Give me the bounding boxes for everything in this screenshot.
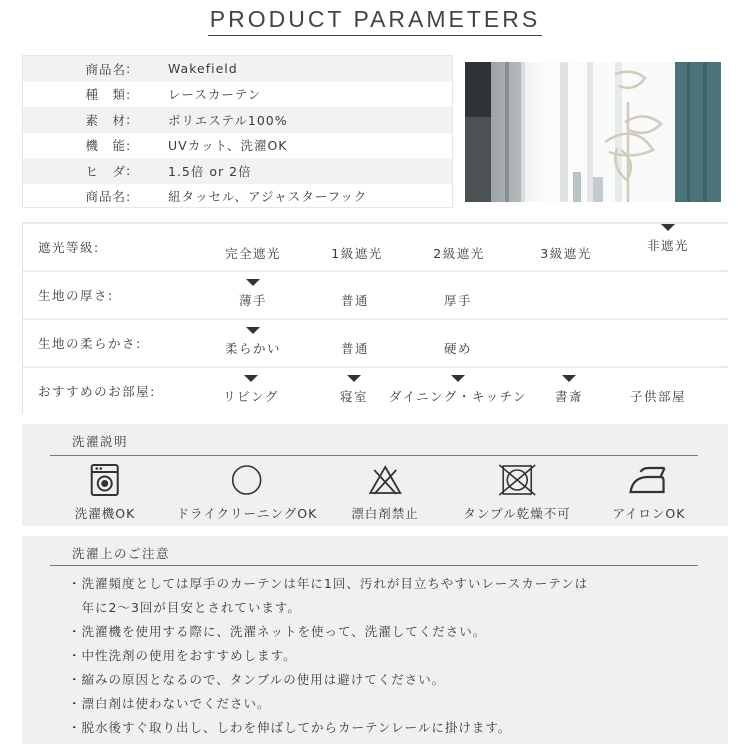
spec-colon: : (126, 86, 132, 102)
wash-instructions (22, 424, 728, 526)
selected-marker-icon (347, 375, 361, 382)
note-line: ・洗濯機を使用する際に、洗濯ネットを使って、洗濯してください。 (68, 624, 487, 639)
spec-colon: : (126, 112, 132, 128)
washing-machine-icon (90, 464, 120, 496)
scale-track (183, 272, 729, 318)
spec-label: 種 類 (85, 87, 126, 103)
scale-option: 子供部屋 (629, 389, 687, 404)
scale-track (183, 224, 729, 270)
curtain-illustration (465, 62, 721, 202)
spec-label: 商品名 (85, 61, 126, 77)
note-line: ・中性洗剤の使用をおすすめします。 (68, 648, 297, 663)
wash-item (613, 464, 686, 522)
selected-marker-icon (562, 375, 576, 382)
spec-colon: : (126, 61, 132, 77)
scale-label: 遮光等級: (23, 224, 183, 270)
no-bleach-icon (368, 464, 402, 496)
scale-row-thickness (23, 272, 729, 318)
note-line: ・漂白剤は使わないでください。 (68, 696, 271, 711)
wash-title: 洗濯説明 (72, 434, 129, 449)
wash-item-label: 洗濯機OK (74, 506, 136, 521)
wash-item-label: タンブル乾燥不可 (463, 506, 571, 521)
note-line: ・洗濯頻度としては厚手のカーテンは年に1回、汚れが目立ちやすいレースカーテンは (68, 576, 589, 591)
spec-colon: : (126, 163, 132, 179)
wash-item (463, 464, 571, 522)
scale-option: 薄手 (238, 293, 268, 308)
divider (50, 455, 698, 456)
spec-value: レースカーテン (168, 87, 262, 103)
product-photo (465, 62, 721, 202)
selected-marker-icon (244, 375, 258, 382)
scale-option: 書斎 (554, 389, 584, 404)
scale-track (183, 320, 729, 366)
spec-value: UVカット、洗濯OK (168, 138, 288, 154)
scale-option: 硬め (443, 341, 473, 356)
wash-item (177, 464, 318, 522)
spec-value: Wakefield (168, 61, 238, 77)
spec-colon: : (126, 137, 132, 153)
scale-option: 3級遮光 (540, 246, 592, 261)
scale-option: 普通 (340, 341, 370, 356)
scale-option: 非遮光 (646, 238, 690, 253)
note-line: ・脱水後すぐ取り出し、しわを伸ばしてからカーテンレールに掛けます。 (68, 720, 512, 735)
spec-row (23, 184, 452, 210)
scale-row-shading (23, 224, 729, 270)
spec-row (23, 158, 452, 184)
scale-option: 柔らかい (224, 341, 282, 356)
wash-item-label: ドライクリーニングOK (176, 506, 318, 521)
scale-track (183, 368, 729, 414)
wash-item (75, 464, 136, 522)
notes-title: 洗濯上のご注意 (72, 546, 171, 561)
wash-item-label: 漂白剤禁止 (351, 506, 419, 521)
selected-marker-icon (661, 224, 675, 231)
spec-colon: : (126, 188, 132, 204)
spec-label: 機 能 (85, 138, 126, 154)
selected-marker-icon (451, 375, 465, 382)
scale-option: 2級遮光 (433, 246, 485, 261)
scale-row-rooms (23, 368, 729, 414)
spec-label: 素 材 (85, 112, 126, 128)
spec-value: 紐タッセル、アジャスターフック (168, 189, 368, 205)
spec-row (23, 82, 452, 108)
spec-row (23, 56, 452, 82)
scale-option: 普通 (340, 293, 370, 308)
note-line: ・縮みの原因となるので、タンブルの使用は避けてください。 (68, 672, 446, 687)
spec-row (23, 133, 452, 159)
note-line: 年に2〜3回が目安とされています。 (68, 600, 301, 615)
selected-marker-icon (246, 327, 260, 334)
page-title-wrap (0, 6, 750, 36)
divider (50, 565, 698, 566)
no-tumble-dry-icon (497, 464, 537, 496)
spec-value: 1.5倍 or 2倍 (168, 163, 252, 179)
scale-option: ダイニング・キッチン (388, 389, 528, 404)
scale-option: リビング (223, 389, 279, 404)
spec-label: 商品名 (85, 189, 126, 205)
scale-label: 生地の厚さ: (23, 272, 183, 318)
page-title: PRODUCT PARAMETERS (208, 6, 542, 36)
scale-label: おすすめのお部屋: (23, 368, 183, 414)
scale-option: 完全遮光 (224, 246, 282, 261)
iron-icon (627, 464, 671, 496)
scale-label: 生地の柔らかさ: (23, 320, 183, 366)
rating-scales (22, 222, 728, 414)
spec-row (23, 107, 452, 133)
scale-option: 厚手 (443, 293, 473, 308)
selected-marker-icon (246, 279, 260, 286)
wash-notes (22, 536, 728, 744)
spec-value: ポリエステル100% (168, 112, 288, 128)
dry-cleaning-circle-icon (231, 464, 263, 496)
scale-option: 1級遮光 (331, 246, 383, 261)
wash-item-label: アイロンOK (612, 506, 686, 521)
spec-label: ヒ ダ (85, 163, 126, 179)
scale-option: 寝室 (339, 389, 369, 404)
spec-table (22, 55, 453, 208)
wash-item (351, 464, 419, 522)
scale-row-softness (23, 320, 729, 366)
